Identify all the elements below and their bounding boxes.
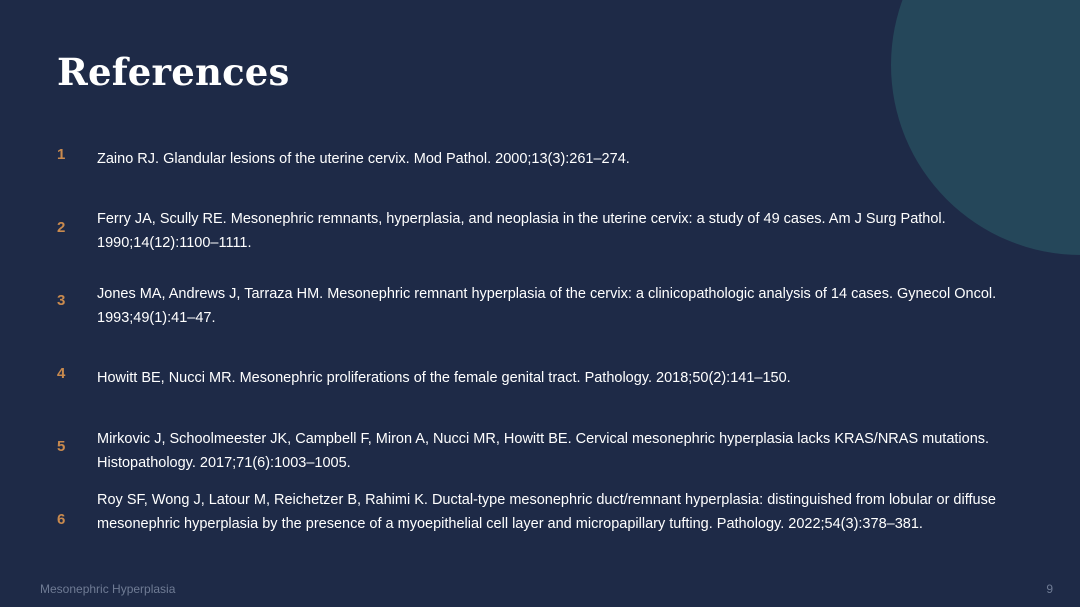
reference-number: 2 <box>57 219 66 236</box>
reference-number: 5 <box>57 438 66 455</box>
footer-label: Mesonephric Hyperplasia <box>40 582 176 596</box>
reference-text: Ferry JA, Scully RE. Mesonephric remnants, hyperplasia, and neoplasia in the uterine cervix: a study of 49 cases. Am J Surg Pathol. 1990;14(12):1100–1111. <box>97 211 946 251</box>
reference-text: Roy SF, Wong J, Latour M, Reichetzer B, Rahimi K. Ductal-type mesonephric duct/remnant hyperplasia: distinguished from lobular or diffuse mesonephric hyperplasia by the presence of a myoepithelial cell layer and micropapillary tufting. Pathology. 2022;54(3):378–381. <box>97 492 996 532</box>
reference-text: Zaino RJ. Glandular lesions of the uterine cervix. Mod Pathol. 2000;13(3):261–274. <box>97 151 630 167</box>
reference-number: 3 <box>57 292 66 309</box>
reference-text: Jones MA, Andrews J, Tarraza HM. Mesonephric remnant hyperplasia of the cervix: a clinicopathologic analysis of 14 cases. Gynecol Oncol. 1993;49(1):41–47. <box>97 286 997 326</box>
page-number: 9 <box>1046 582 1053 596</box>
reference-number: 4 <box>57 365 66 382</box>
slide-title: References <box>57 50 290 94</box>
reference-number: 1 <box>57 146 66 163</box>
reference-number: 6 <box>57 511 66 528</box>
reference-text: Howitt BE, Nucci MR. Mesonephric proliferations of the female genital tract. Pathology. 2018;50(2):141–150. <box>97 370 791 386</box>
reference-text: Mirkovic J, Schoolmeester JK, Campbell F, Miron A, Nucci MR, Howitt BE. Cervical mesonephric hyperplasia lacks KRAS/NRAS mutations. Histopathology. 2017;71(6):1003–1005. <box>97 431 990 471</box>
